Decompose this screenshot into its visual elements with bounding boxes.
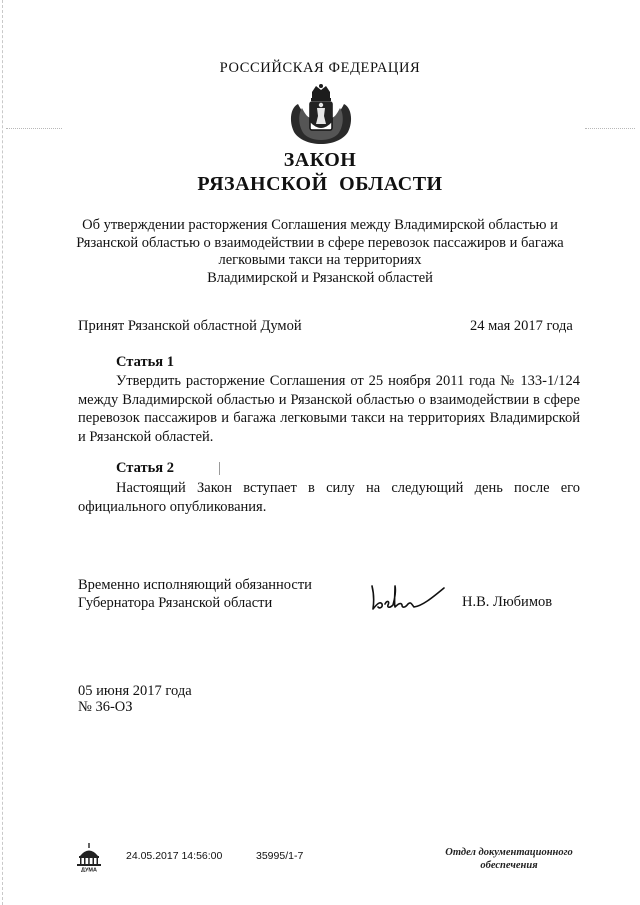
signatory-name: Н.В. Любимов <box>462 594 553 610</box>
law-subject-line4: Владимирской и Рязанской областей <box>207 269 433 286</box>
law-subject <box>70 217 570 287</box>
signatory-position-line1: Временно исполняющий обязанности <box>78 577 312 593</box>
law-number: № 36-ОЗ <box>78 698 133 715</box>
scan-edge-line <box>2 0 4 905</box>
signatory-position-line2: Губернатора Рязанской области <box>78 595 273 611</box>
department-stamp <box>424 846 594 872</box>
adoption-text: Принят Рязанской областной Думой <box>78 318 302 334</box>
law-title-line1: ЗАКОН <box>283 149 357 171</box>
duma-building-icon <box>74 842 104 872</box>
adoption-date: 24 мая 2017 года <box>470 318 573 334</box>
article-1-text: Утвердить расторжение Соглашения от 25 ноября 2011 года № 133-1/124 между Владимирской областью и Рязанской областью о взаимодействии в сфере перевозок пассажиров и багажа легковыми такси на территориях Владимирской и Рязанской областей. <box>78 373 580 445</box>
text-cursor-mark <box>219 462 220 475</box>
scan-dots-left <box>6 128 62 129</box>
signing-block <box>78 684 192 715</box>
handwritten-signature-icon <box>368 578 450 614</box>
stamp-line2: обеспечения <box>480 860 538 871</box>
article-2-text: Настоящий Закон вступает в силу на следующий день после его официального опубликования. <box>78 480 580 515</box>
law-title-line2: РЯЗАНСКОЙ ОБЛАСТИ <box>197 173 443 195</box>
article-1-title: Статья 1 <box>116 354 174 370</box>
article-2-title: Статья 2 <box>116 460 174 476</box>
duma-logo-text: ДУМА <box>81 867 97 872</box>
law-subject-line3: легковыми такси на территориях <box>218 252 422 268</box>
registration-number: 35995/1-7 <box>256 850 304 862</box>
signing-date: 05 июня 2017 года <box>78 683 192 699</box>
registration-timestamp: 24.05.2017 14:56:00 <box>126 850 223 862</box>
ryazan-coat-of-arms-icon <box>288 82 354 146</box>
country-header: РОССИЙСКАЯ ФЕДЕРАЦИЯ <box>219 60 421 76</box>
scan-dots-right <box>585 128 635 129</box>
law-subject-line2: Рязанской областью о взаимодействии в сфере перевозок пассажиров и багажа <box>76 234 564 251</box>
signatory-position <box>78 576 312 612</box>
stamp-line1: Отдел документационного <box>445 847 573 858</box>
law-title <box>0 148 640 196</box>
law-subject-line1: Об утверждении расторжения Соглашения между Владимирской областью и <box>82 217 558 233</box>
